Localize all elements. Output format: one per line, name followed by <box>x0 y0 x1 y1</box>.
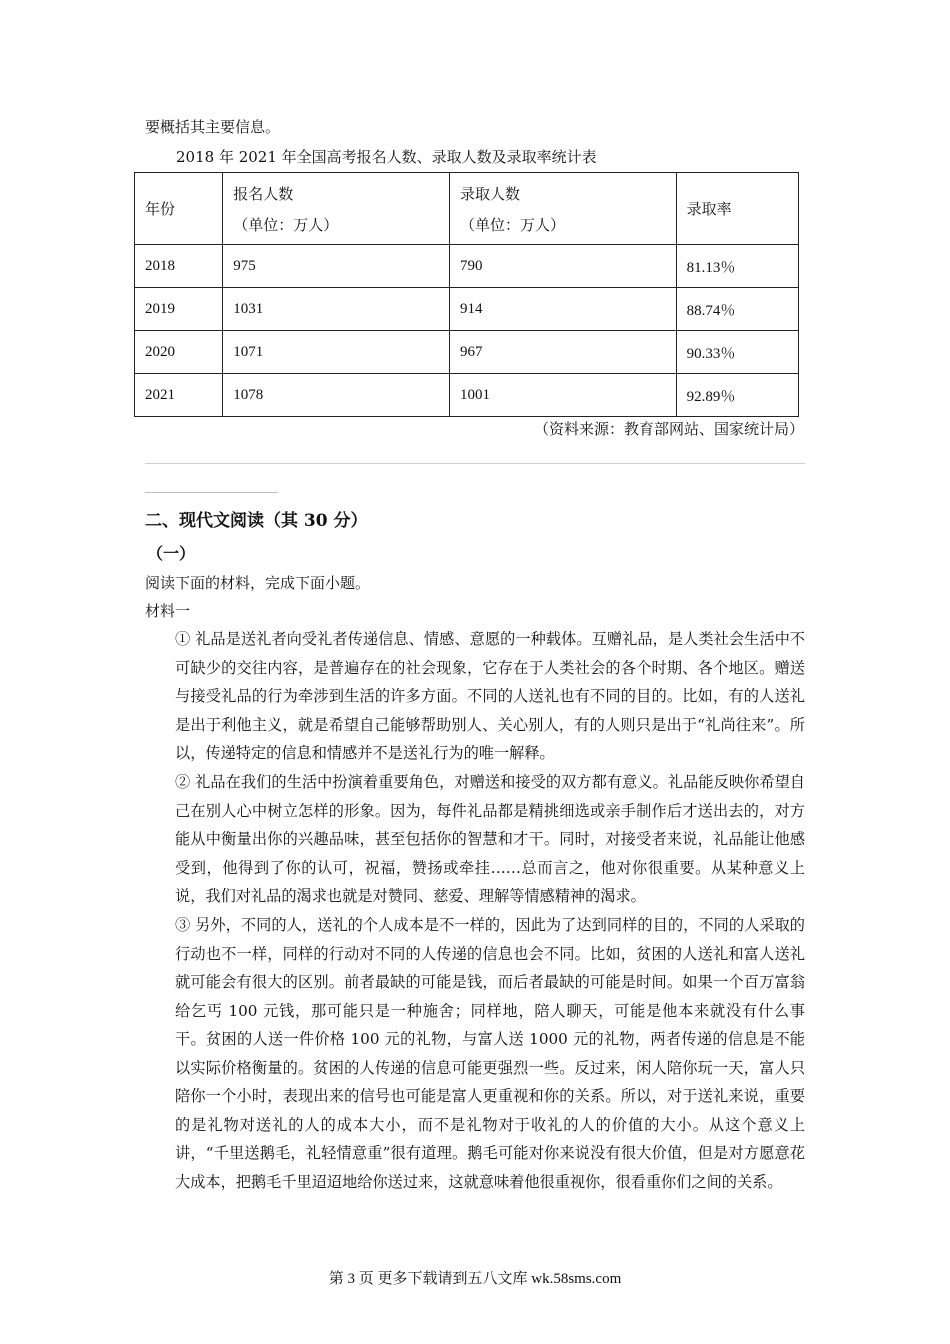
intro-tail-text: 要概括其主要信息。 <box>145 118 281 136</box>
header-applicants-label: 报名人数 <box>233 186 294 203</box>
header-admitted-label: 录取人数 <box>459 186 520 203</box>
reading-instruction: 阅读下面的材料，完成下面小题。 <box>145 574 371 592</box>
table-row <box>135 374 799 417</box>
cell-year: 2018 <box>135 245 223 288</box>
cell-admitted: 790 <box>449 245 676 288</box>
cell-applicants: 1071 <box>223 331 450 374</box>
separator-short-line <box>145 492 278 493</box>
cell-rate: 88.74％ <box>676 288 798 331</box>
cell-admitted: 967 <box>449 331 676 374</box>
cell-rate: 90.33％ <box>676 331 798 374</box>
table-header-row <box>135 173 799 245</box>
header-applicants-unit: （单位：万人） <box>233 217 339 234</box>
cell-rate: 92.89％ <box>676 374 798 417</box>
paragraph-text: ② 礼品在我们的生活中扮演着重要角色，对赠送和接受的双方都有意义。礼品能反映你希望自己在别人心中树立怎样的形象。因为，每件礼品都是精挑细选或亲手制作后才送出去的，对方能从中衡量出你的兴趣品味，甚至包括你的智慧和才干。同时，对接受者来说，礼品能让他感受到，他得到了你的认可，祝福，赞扬或牵挂……总而言之，他对你很重要。从某种意义上说，我们对礼品的渴求也就是对赞同、慈爱、理解等情感精神的渴求。 <box>175 773 805 905</box>
header-admitted-unit: （单位：万人） <box>459 217 565 234</box>
table-row <box>135 331 799 374</box>
separator-line <box>145 463 805 464</box>
cell-year: 2020 <box>135 331 223 374</box>
cell-applicants: 1078 <box>223 374 450 417</box>
section-subtitle: （一） <box>147 544 196 563</box>
cell-year: 2021 <box>135 374 223 417</box>
cell-year: 2019 <box>135 288 223 331</box>
paragraph-text: ③ 另外，不同的人，送礼的个人成本是不一样的，因此为了达到同样的目的，不同的人采取的行动也不一样，同样的行动对不同的人传递的信息也会不同。比如，贫困的人送礼和富人送礼就可能会有很大的区别。前者最缺的可能是钱，而后者最缺的可能是时间。如果一个百万富翁给乞丐 100 元钱，那可能只是一种施舍；同样地，陪人聊天，可能是他本来就没有什么事干。贫困的人送一件价格 100 元的礼物，与富人送 1000 元的礼物，两者传递的信息是不能以实际价格衡量的。贫困的人传递的信息可能更强烈一些。反过来，闲人陪你玩一天，富人只陪你一个小时，表现出来的信号也可能是富人更重视和你的关系。所以，对于送礼来说，重要的是礼物对送礼的人的成本大小，而不是礼物对于收礼的人的价值的大小。从这个意义上讲，“千里送鹅毛，礼轻情意重”很有道理。鹅毛可能对你来说没有很大价值，但是对方愿意花大成本，把鹅毛千里迢迢地给你送过来，这就意味着他很重视你，很看重你们之间的关系。 <box>175 916 805 1191</box>
cell-applicants: 975 <box>223 245 450 288</box>
table-title: 2018 年 2021 年全国高考报名人数、录取人数及录取率统计表 <box>176 148 597 166</box>
table-row <box>135 288 799 331</box>
table-row <box>135 245 799 288</box>
header-year: 年份 <box>135 173 223 245</box>
data-source-note: （资料来源：教育部网站、国家统计局） <box>533 420 804 438</box>
section-title: 二、现代文阅读（其 30 分） <box>145 511 368 531</box>
paragraph-3 <box>145 911 805 1196</box>
material-label: 材料一 <box>145 602 191 620</box>
cell-admitted: 1001 <box>449 374 676 417</box>
cell-rate: 81.13％ <box>676 245 798 288</box>
page-footer: 第 3 页 更多下载请到五八文库 wk.58sms.com <box>328 1271 622 1287</box>
header-applicants <box>223 173 450 245</box>
statistics-table <box>134 172 799 417</box>
paragraph-1 <box>145 625 805 768</box>
paragraph-2 <box>145 768 805 911</box>
cell-admitted: 914 <box>449 288 676 331</box>
paragraph-text: ① 礼品是送礼者向受礼者传递信息、情感、意愿的一种载体。互赠礼品，是人类社会生活中不可缺少的交往内容，是普遍存在的社会现象，它存在于人类社会的各个时期、各个地区。赠送与接受礼品的行为牵涉到生活的许多方面。不同的人送礼也有不同的目的。比如，有的人送礼是出于利他主义，就是希望自己能够帮助别人、关心别人，有的人则只是出于“礼尚往来”。所以，传递特定的信息和情感并不是送礼行为的唯一解释。 <box>175 630 805 762</box>
header-admitted <box>449 173 676 245</box>
cell-applicants: 1031 <box>223 288 450 331</box>
header-rate: 录取率 <box>676 173 798 245</box>
